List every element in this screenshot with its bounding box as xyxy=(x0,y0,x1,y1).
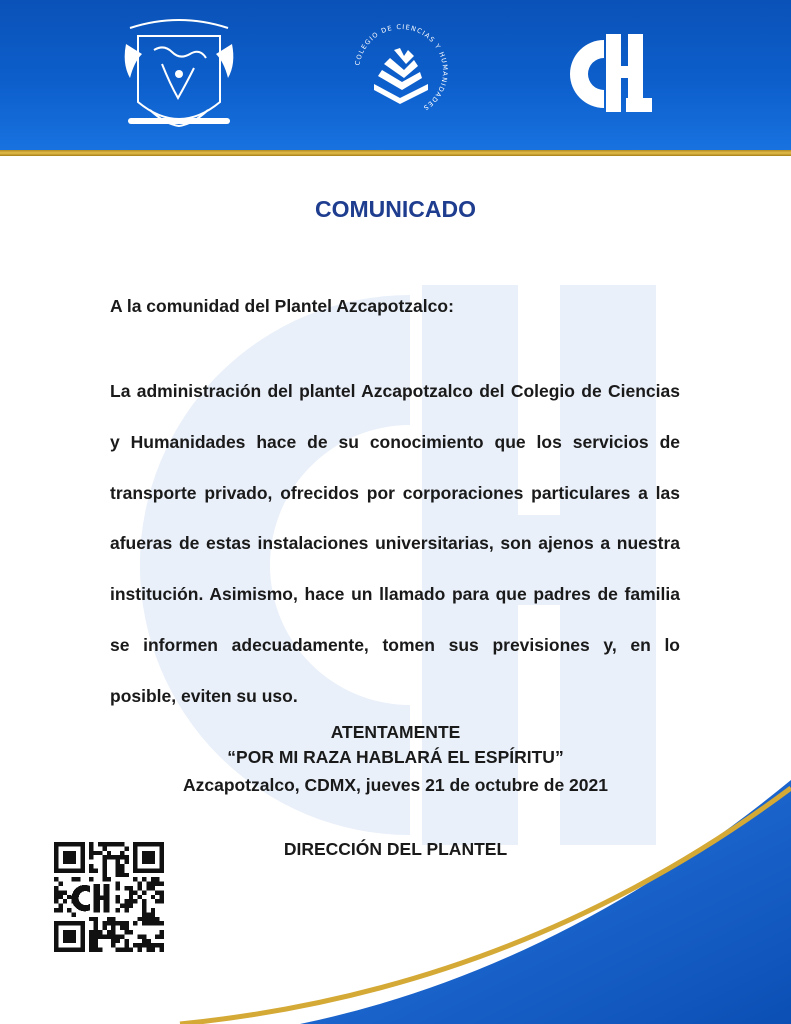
qr-code[interactable] xyxy=(54,842,164,952)
closing-motto: “POR MI RAZA HABLARÁ EL ESPÍRITU” xyxy=(227,747,564,767)
cch-monogram-logo xyxy=(560,32,654,116)
closing-place-date: Azcapotzalco, CDMX, jueves 21 de octubre de 2021 xyxy=(182,775,608,795)
body-paragraph: La administración del plantel Azcapotzalco del Colegio de Ciencias y Humanidades hace de su conocimiento que los servicios de transporte privado, ofrecidos por corporaciones particulares a las afueras de estas instalaciones universitarias, son ajenos a nuestra institución. Asimismo, hace un llamado para que padres de familia se informen adecuadamente, tomen sus previsiones y, en lo posible, eviten su uso. xyxy=(110,381,680,706)
cch-seal-ring-text: COLEGIO DE CIENCIAS Y HUMANIDADES xyxy=(353,22,450,113)
unam-logo xyxy=(120,14,238,136)
greeting: A la comunidad del Plantel Azcapotzalco: xyxy=(110,296,454,316)
cch-seal-logo xyxy=(348,18,454,124)
signature: DIRECCIÓN DEL PLANTEL xyxy=(283,839,508,859)
closing-regards: ATENTAMENTE xyxy=(330,722,461,742)
header-gold-stripe xyxy=(0,150,791,156)
document-title: COMUNICADO xyxy=(315,196,476,222)
